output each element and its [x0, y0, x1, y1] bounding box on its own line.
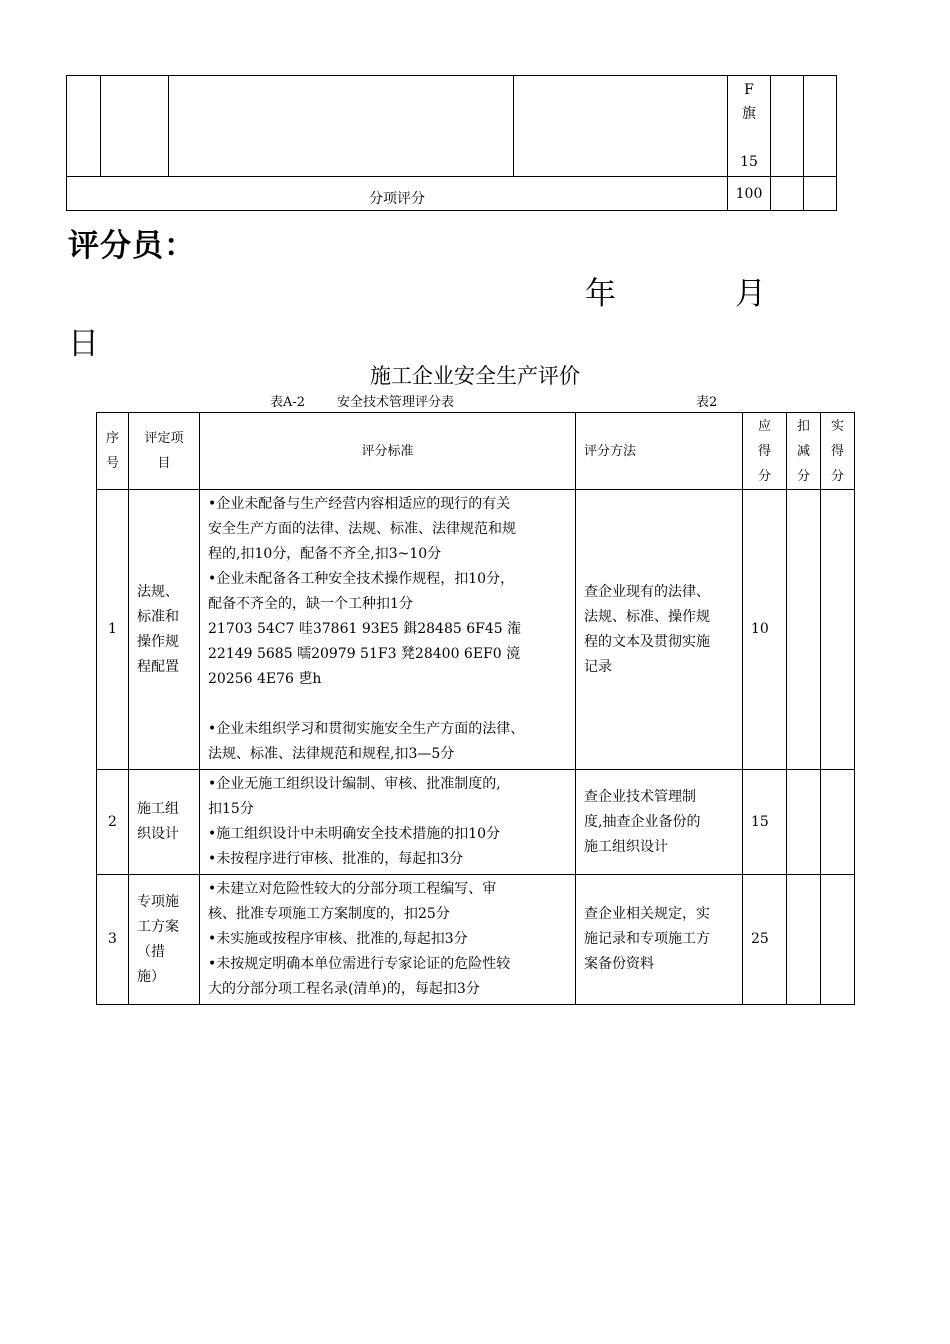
table-name: 安全技术管理评分表 [337, 395, 455, 410]
page-title: 施工企业安全生产评价 [370, 364, 580, 388]
subtotal-value: 100 [728, 177, 771, 211]
score-cell [728, 76, 771, 177]
row-deduct [787, 770, 821, 875]
header-deduct: 扣 减 分 [787, 413, 821, 490]
empty-cell [804, 177, 837, 211]
row-seq: 1 [97, 490, 129, 770]
row-should-score: 10 [743, 490, 787, 770]
table-row [97, 875, 855, 1005]
month-label: 月 [735, 276, 766, 312]
table-code: 表A-2 [270, 395, 306, 410]
cell-line: 15 [740, 154, 758, 170]
previous-score-table [66, 75, 837, 211]
empty-cell [771, 76, 804, 177]
row-method: 查企业现有的法律、 法规、标准、操作规 程的文本及贯彻实施 记录 [576, 490, 743, 770]
row-deduct [787, 490, 821, 770]
row-method: 查企业相关规定，实 施记录和专项施工方 案备份资料 [576, 875, 743, 1005]
row-actual [821, 490, 855, 770]
row-standard: •企业无施工组织设计编制、审核、批准制度的, 扣15分 •施工组织设计中未明确安全技术措施的扣10分 •未按程序进行审核、批准的，每起扣3分 [200, 770, 576, 875]
table-row [97, 490, 855, 770]
row-standard: •未建立对危险性较大的分部分项工程编写、审 核、批准专项施工方案制度的，扣25分 •未实施或按程序审核、批准的,每起扣3分 •未按规定明确本单位需进行专家论证的危险性较 大的分部分项工程名录(清单)的，每起扣3分 [200, 875, 576, 1005]
header-row [97, 413, 855, 490]
row-actual [821, 875, 855, 1005]
row-item: 施工组 织设计 [129, 770, 200, 875]
safety-tech-score-table [96, 412, 855, 1005]
row-should-score: 25 [743, 875, 787, 1005]
cell-line: 旗 [742, 106, 756, 122]
table-number: 表2 [696, 395, 718, 410]
row-seq: 2 [97, 770, 129, 875]
scorer-label: 评分员： [68, 228, 196, 264]
subtotal-label: 分项评分 [67, 177, 728, 211]
header-should: 应 得 分 [743, 413, 787, 490]
row-actual [821, 770, 855, 875]
empty-cell [771, 177, 804, 211]
empty-cell [804, 76, 837, 177]
year-label: 年 [585, 276, 616, 312]
day-label: 日 [68, 326, 99, 362]
header-standard: 评分标准 [200, 413, 576, 490]
cell-line: F [744, 82, 754, 98]
header-actual: 实 得 分 [821, 413, 855, 490]
header-item: 评定项 目 [129, 413, 200, 490]
row-method: 查企业技术管理制 度,抽查企业备份的 施工组织设计 [576, 770, 743, 875]
empty-cell [169, 76, 514, 177]
empty-cell [67, 76, 101, 177]
row-deduct [787, 875, 821, 1005]
header-seq: 序 号 [97, 413, 129, 490]
header-method: 评分方法 [576, 413, 743, 490]
empty-cell [101, 76, 169, 177]
table-row [97, 770, 855, 875]
row-item: 法规、 标准和 操作规 程配置 [129, 490, 200, 770]
empty-cell [514, 76, 728, 177]
row-standard: •企业未配备与生产经营内容相适应的现行的有关 安全生产方面的法律、法规、标准、法律规范和规 程的,扣10分，配备不齐全,扣3~10分 •企业未配备各工种安全技术操作规程，扣10分， 配备不齐全的，缺一个工种扣1分 21703 54C7 哇37861 93E5 鍓28485 6F45 潅 22149 5685 嚅20979 51F3 凳28400 6EF0 滰 20256 4E76 乶h •企业未组织学习和贯彻实施安全生产方面的法律、 法规、标准、法律规范和规程,扣3—5分 [200, 490, 576, 770]
row-item: 专项施 工方案 （措 施） [129, 875, 200, 1005]
row-should-score: 15 [743, 770, 787, 875]
row-seq: 3 [97, 875, 129, 1005]
